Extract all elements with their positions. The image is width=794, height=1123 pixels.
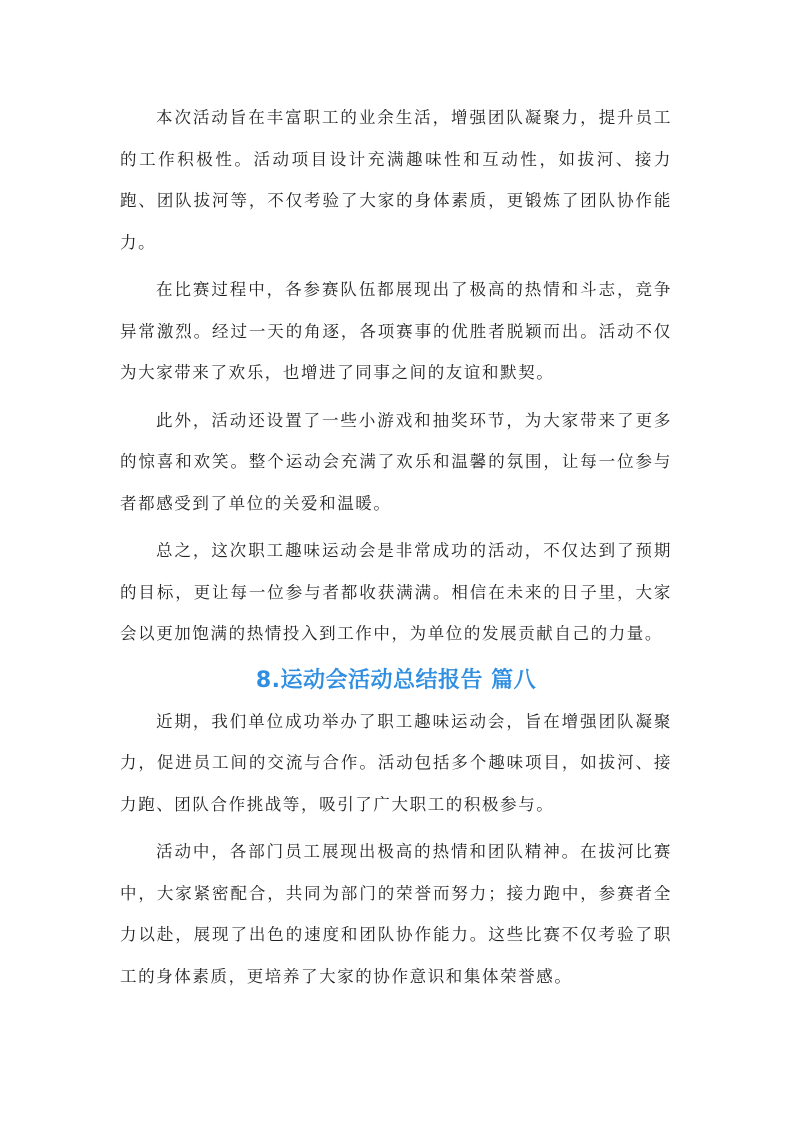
paragraph-games-and-lottery: 此外，活动还设置了一些小游戏和抽奖环节，为大家带来了更多的惊喜和欢笑。整个运动会充满了欢乐和温馨的氛围，让每一位参与者都感受到了单位的关爱和温暖。 <box>120 410 672 513</box>
section-heading: 8.运动会活动总结报告 篇八 <box>255 667 537 693</box>
paragraph-event-intro: 近期，我们单位成功举办了职工趣味运动会，旨在增强团队凝聚力，促进员工间的交流与合作。活动包括多个趣味项目，如拔河、接力跑、团队合作挑战等，吸引了广大职工的积极参与。 <box>120 711 672 814</box>
paragraph-conclusion: 总之，这次职工趣味运动会是非常成功的活动，不仅达到了预期的目标，更让每一位参与者都收获满满。相信在未来的日子里，大家会以更加饱满的热情投入到工作中，为单位的发展贡献自己的力量。 <box>120 541 672 643</box>
paragraph-competition-process: 在比赛过程中，各参赛队伍都展现出了极高的热情和斗志，竞争异常激烈。经过一天的角逐，各项赛事的优胜者脱颖而出。活动不仅为大家带来了欢乐，也增进了同事之间的友谊和默契。 <box>120 280 672 382</box>
document-page <box>120 97 672 1003</box>
paragraph-event-details: 活动中，各部门员工展现出极高的热情和团队精神。在拔河比赛中，大家紧密配合，共同为部门的荣誉而努力；接力跑中，参赛者全力以赴，展现了出色的速度和团队协作能力。这些比赛不仅考验了职工的身体素质，更培养了大家的协作意识和集体荣誉感。 <box>120 842 672 986</box>
paragraph-activity-purpose: 本次活动旨在丰富职工的业余生活，增强团队凝聚力，提升员工的工作积极性。活动项目设计充满趣味性和互动性，如拔河、接力跑、团队拔河等，不仅考验了大家的身体素质，更锻炼了团队协作能力。 <box>120 108 672 252</box>
